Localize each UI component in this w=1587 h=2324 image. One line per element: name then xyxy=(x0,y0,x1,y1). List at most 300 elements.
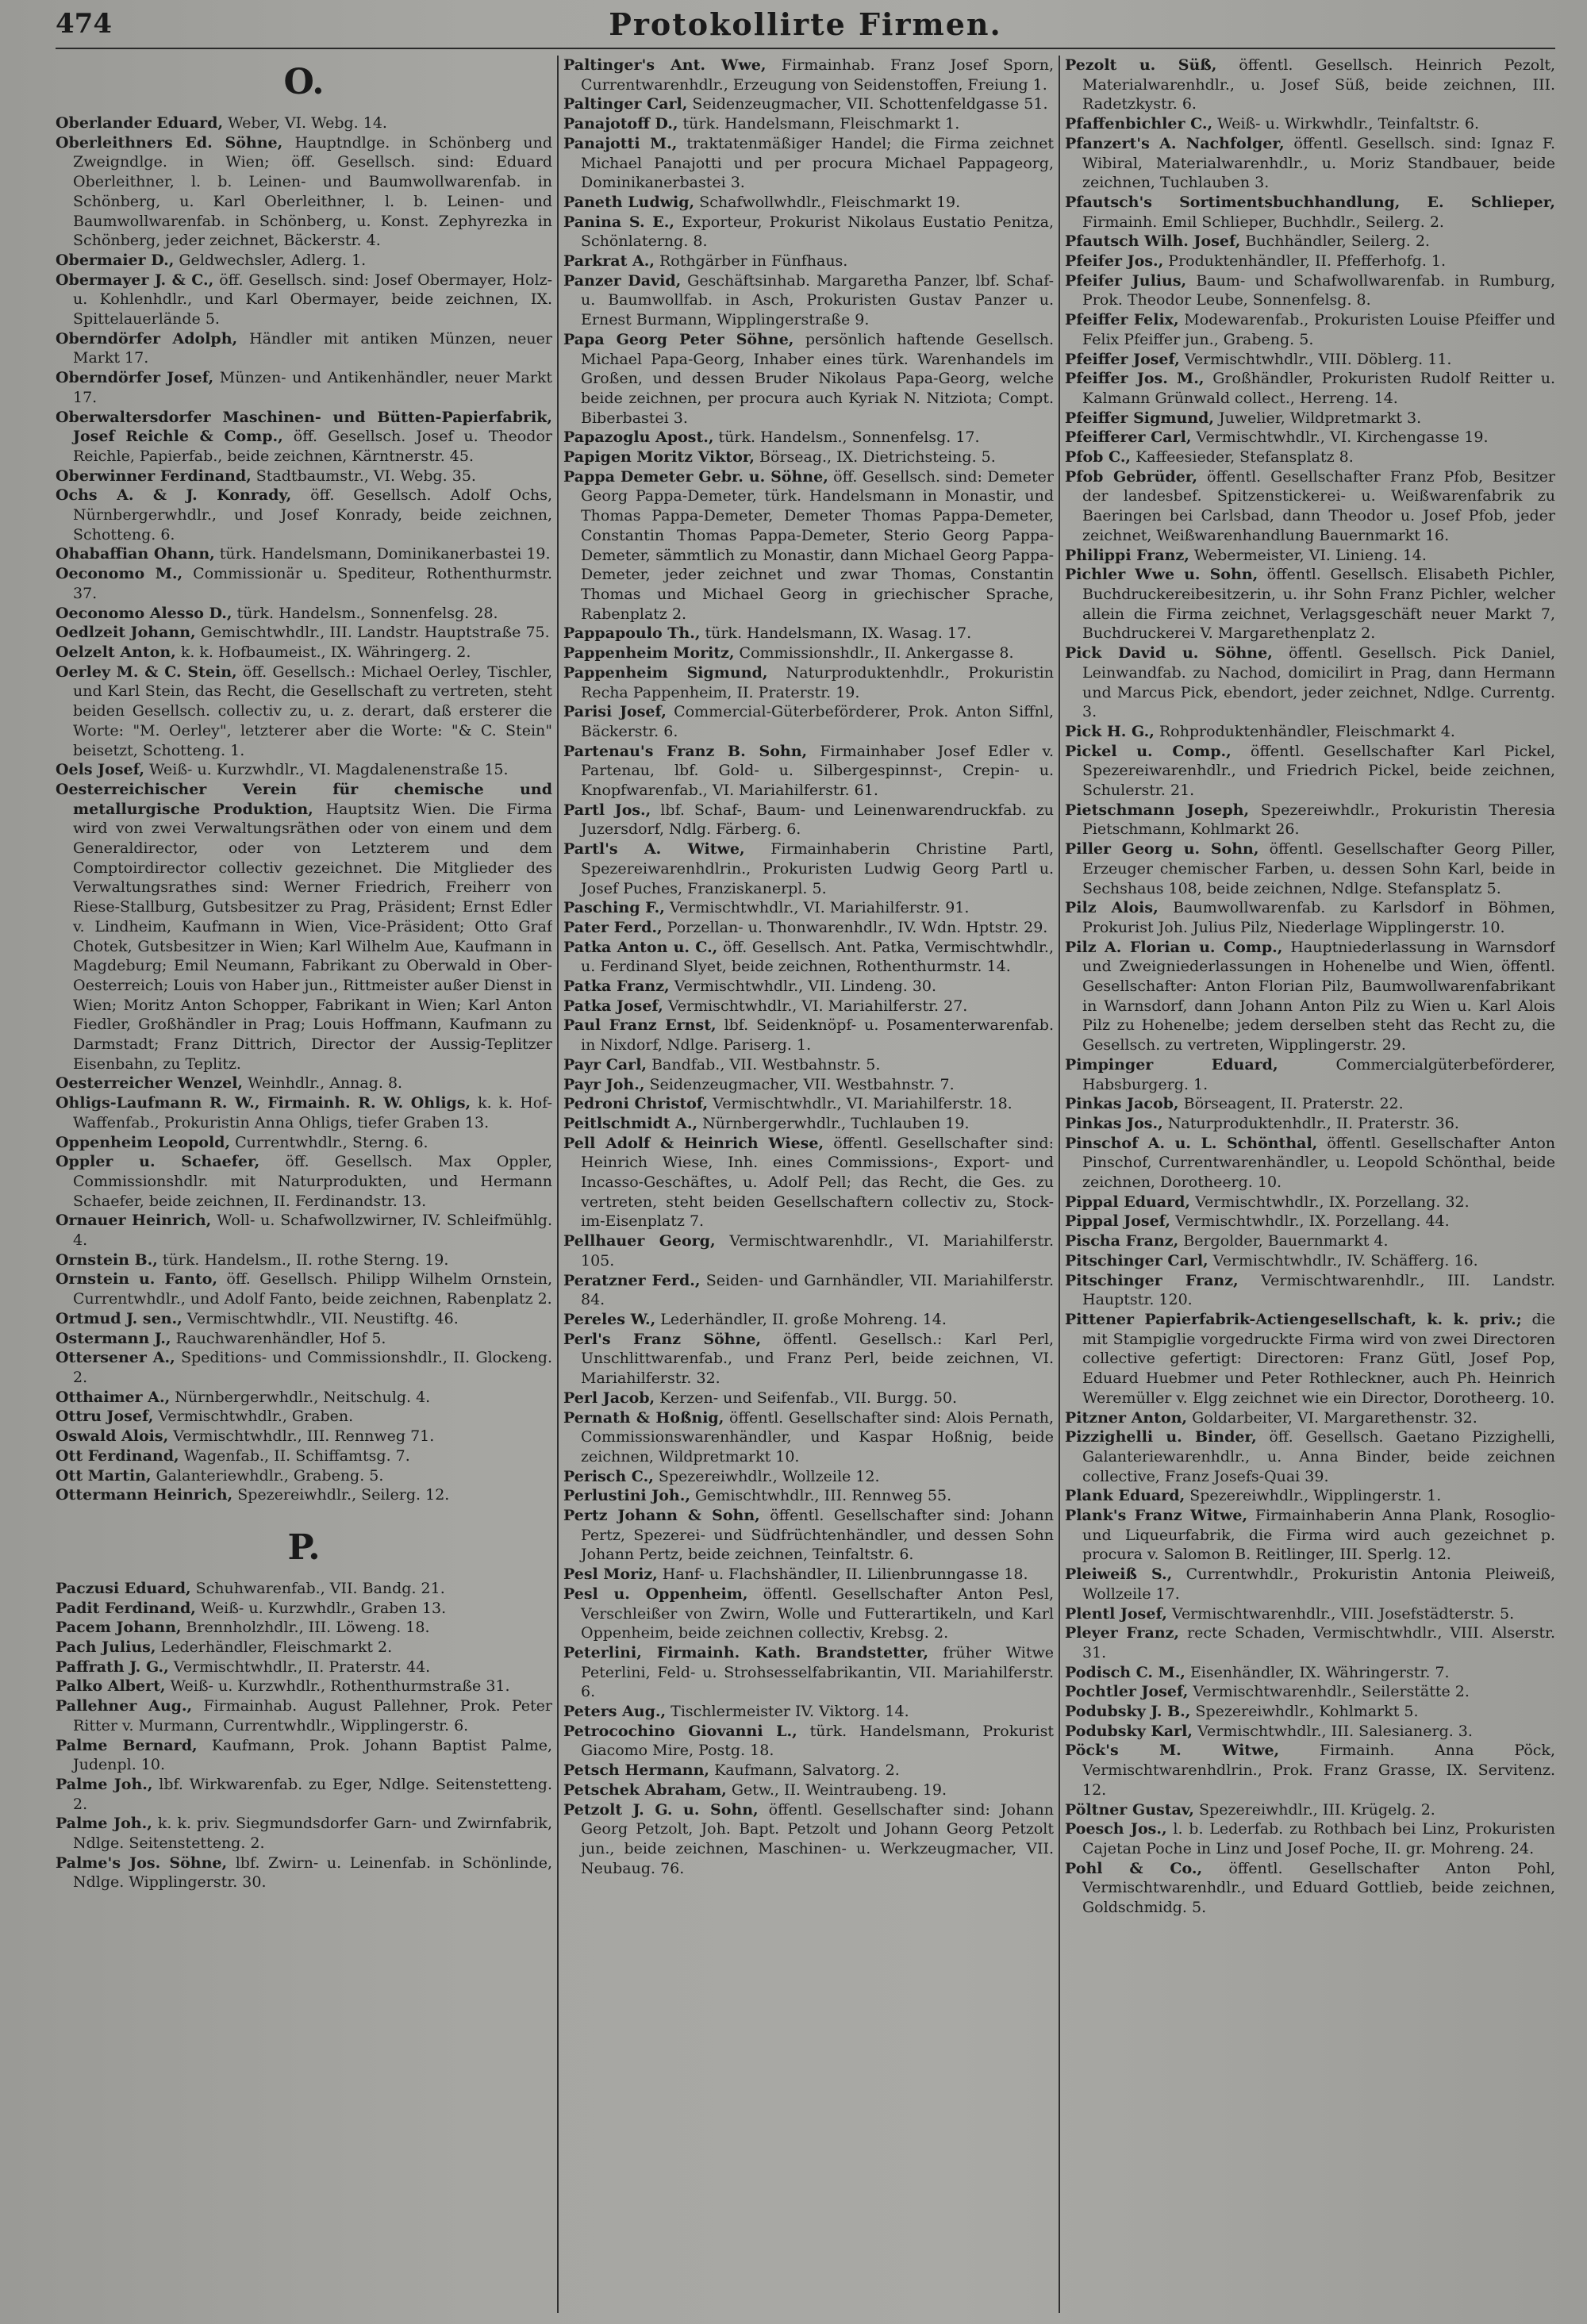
firm-name: Ohligs-Laufmann R. W., Firmainh. R. W. Ohligs, xyxy=(56,1094,471,1112)
firm-name: Oerley M. & C. Stein, xyxy=(56,663,237,681)
firm-name: Ochs A. & J. Konrady, xyxy=(56,486,292,505)
firm-details: Stadtbaumstr., VI. Webg. 35. xyxy=(251,467,476,485)
firm-entry xyxy=(56,760,552,780)
column-2 xyxy=(557,56,1054,2313)
firm-name: Palme Bernard, xyxy=(56,1736,198,1754)
firm-details: Vermischtwarenhdlr., VIII. Josefstädterstr. 5. xyxy=(1166,1604,1515,1623)
firm-details: Nürnbergerwhdlr., Tuchlauben 19. xyxy=(697,1114,970,1132)
firm-name: Plank's Franz Witwe, xyxy=(1065,1507,1248,1525)
firm-entry xyxy=(56,329,552,368)
firm-name: Petsch Hermann, xyxy=(563,1761,710,1780)
firm-entry xyxy=(1065,1859,1555,1918)
firm-details: Buchhändler, Seilerg. 2. xyxy=(1240,232,1430,251)
firm-entry xyxy=(1065,546,1555,566)
firm-details: öffentl. Gesellschafter sind: Johann Pertz, Spezerei- und Südfrüchtenhändler, und dessen Sohn Johann Pertz, beide zeichnen, Teinfaltstr. 6. xyxy=(581,1507,1054,1564)
firm-name: Pacem Johann, xyxy=(56,1619,182,1637)
firm-entry xyxy=(563,977,1054,997)
firm-name: Ott Ferdinand, xyxy=(56,1446,179,1465)
firm-details: Vermischtwhdlr., VI. Mariahilferstr. 91. xyxy=(664,899,970,917)
firm-name: Obermayer J. & C., xyxy=(56,271,214,289)
firm-name: Paul Franz Ernst, xyxy=(563,1016,717,1035)
firm-entry xyxy=(1065,1427,1555,1486)
firm-details: türk. Handelsm., Sonnenfelsg. 17. xyxy=(713,428,980,447)
firm-entry xyxy=(1065,1565,1555,1604)
firm-details: Vermischtwhdlr., VII. Neustiftg. 46. xyxy=(182,1309,459,1327)
firm-name: Philippi Franz, xyxy=(1065,546,1189,564)
firm-details: Wagenfab., II. Schiffamtsg. 7. xyxy=(179,1446,410,1465)
firm-entry xyxy=(563,1565,1054,1585)
firm-name: Pfeifer Jos., xyxy=(1065,252,1164,271)
section-heading-o: O. xyxy=(283,62,325,102)
firm-name: Peratzner Ferd., xyxy=(563,1271,701,1289)
firm-entry xyxy=(563,1330,1054,1389)
firm-name: Ottru Josef, xyxy=(56,1408,154,1426)
firm-name: Pochtler Josef, xyxy=(1065,1683,1189,1701)
firm-entry xyxy=(56,251,552,271)
firm-name: Pellhauer Georg, xyxy=(563,1232,716,1250)
firm-details: Börseag., IX. Dietrichsteing. 5. xyxy=(755,448,996,467)
firm-details: Brennholzhdlr., III. Löweng. 18. xyxy=(181,1619,430,1637)
firm-entry xyxy=(563,1310,1054,1330)
firm-entry xyxy=(1065,1408,1555,1428)
firm-entry xyxy=(563,1271,1054,1310)
firm-name: Pappenheim Moritz, xyxy=(563,644,735,663)
firm-name: Pinkas Jacob, xyxy=(1065,1095,1179,1113)
firm-details: Händler mit antiken Münzen, neuer Markt 17. xyxy=(73,329,552,367)
firm-details: Vermischtwarenhdlr., VI. Mariahilferstr. 105. xyxy=(581,1232,1054,1270)
firm-entry xyxy=(1065,1055,1555,1094)
firm-name: Ornauer Heinrich, xyxy=(56,1212,212,1230)
firm-entry xyxy=(1065,350,1555,370)
firm-name: Pernath & Hoßnig, xyxy=(563,1408,724,1427)
firm-details: öffentl. Gesellschafter sind: Johann Georg Petzolt, Joh. Bapt. Petzolt und Johann Georg Petzolt jun., beide zeichnen, Maschinen- u. Werkzeugmacher, VII. Neubaug. 76. xyxy=(581,1800,1054,1877)
firm-name: Pappenheim Sigmund, xyxy=(563,663,768,682)
firm-entry xyxy=(563,938,1054,977)
firm-name: Oswald Alois, xyxy=(56,1427,169,1446)
firm-name: Oedlzeit Johann, xyxy=(56,624,196,642)
firm-details: Weiß- u. Kurzwhdlr., Rothenthurmstraße 31. xyxy=(165,1677,510,1696)
firm-details: Vermischtwhdlr., II. Praterstr. 44. xyxy=(168,1658,431,1676)
firm-entry xyxy=(56,1250,552,1270)
firm-entry xyxy=(56,1485,552,1505)
firm-details: Spezereiwhdlr., Wollzeile 12. xyxy=(653,1467,880,1485)
firm-name: Partenau's Franz B. Sohn, xyxy=(563,742,808,760)
firm-details: Gemischtwhdlr., III. Landstr. Hauptstraße 75. xyxy=(195,624,550,642)
firm-entry xyxy=(1065,409,1555,428)
firm-details: Seidenzeugmacher, VII. Schottenfeldgasse 51. xyxy=(687,95,1048,113)
firm-entry xyxy=(56,1618,552,1638)
firm-details: Lederhändler, Fleischmarkt 2. xyxy=(156,1638,393,1657)
firm-entry xyxy=(1065,56,1555,114)
firm-name: Pezolt u. Süß, xyxy=(1065,56,1217,74)
firm-name: Pfaffenbichler C., xyxy=(1065,115,1213,133)
firm-details: Commercialgüterbeförderer, Habsburgerg. 1. xyxy=(1082,1055,1555,1093)
firm-name: Pallehner Aug., xyxy=(56,1697,193,1715)
firm-entry xyxy=(56,1814,552,1853)
firm-details: Vermischtwarenhdlr., III. Landstr. Hauptstr. 120. xyxy=(1082,1271,1555,1309)
firm-entry xyxy=(1065,1819,1555,1858)
firm-entry xyxy=(1065,1486,1555,1506)
firm-entry xyxy=(563,330,1054,428)
firm-details: öffentl. Gesellsch. sind: Ignaz F. Wibiral, Materialwarenhdlr., u. Moriz Standbauer, beide zeichnen, Tuchlauben 3. xyxy=(1082,134,1555,192)
firm-details: Firmainh. Emil Schlieper, Buchhdlr., Seilerg. 2. xyxy=(1082,213,1444,231)
column-1 xyxy=(56,56,552,2313)
firm-entry xyxy=(1065,898,1555,937)
firm-entry xyxy=(56,113,552,133)
firm-entry xyxy=(56,1446,552,1466)
firm-details: persönlich haftende Gesellsch. Michael Papa-Georg, Inhaber eines türk. Warenhandels im Großen, und dessen Bruder Nikolaus Papa-Georg, welche beide zeichnen, per procura auch Kyriak N. Nitziota; Compt. Biberbastei 3. xyxy=(581,330,1054,427)
firm-details: öffentl. Gesellschafter Karl Pickel, Spezereiwarenhdlr., und Friedrich Pickel, beide zeichnen, Schulerstr. 21. xyxy=(1082,742,1555,800)
firm-details: Geschäftsinhab. Margaretha Panzer, lbf. Schaf- u. Baumwollfab. in Asch, Prokuristen Gustav Panzer u. Ernest Burmann, Wipplingerstraße 9. xyxy=(581,271,1054,329)
firm-name: Piller Georg u. Sohn, xyxy=(1065,840,1259,859)
firm-details: l. b. Lederfab. zu Rothbach bei Linz, Prokuristen Cajetan Poche in Linz und Josef Poche, II. gr. Mohreng. 24. xyxy=(1082,1820,1555,1857)
firm-details: Weber, VI. Webg. 14. xyxy=(223,114,387,132)
firm-name: Pasching F., xyxy=(563,899,665,917)
firm-details: Spezereiwhdlr., III. Krügelg. 2. xyxy=(1193,1800,1435,1819)
firm-entry xyxy=(1065,801,1555,839)
firm-details: Schuhwarenfab., VII. Bandg. 21. xyxy=(190,1579,445,1597)
firm-name: Pfeifer Julius, xyxy=(1065,271,1187,290)
firm-details: recte Schaden, Vermischtwhdlr., VIII. Alserstr. 31. xyxy=(1082,1624,1555,1661)
firm-entry xyxy=(563,702,1054,741)
firm-details: k. k. Hof-Waffenfab., Prokuristin Anna Ohligs, tiefer Graben 13. xyxy=(73,1094,552,1131)
firm-entry xyxy=(563,428,1054,448)
entries-p-start xyxy=(56,1579,552,1892)
firm-details: Currentwhdlr., Prokuristin Antonia Pleiweiß, Wollzeile 17. xyxy=(1082,1565,1555,1603)
firm-entry xyxy=(1065,1702,1555,1722)
firm-entry xyxy=(56,368,552,407)
firm-entry xyxy=(56,1270,552,1308)
firm-details: Vermischtwhdlr., IV. Schäfferg. 16. xyxy=(1208,1251,1478,1270)
firm-details: öff. Gesellsch. Adolf Ochs, Nürnbergerwhdlr., und Josef Konrady, beide zeichnen, Schotteng. 6. xyxy=(73,486,552,544)
firm-name: Paffrath J. G., xyxy=(56,1658,169,1676)
firm-entry xyxy=(563,839,1054,898)
firm-name: Oberleithners Ed. Söhne, xyxy=(56,133,283,152)
firm-name: Pertz Johann & Sohn, xyxy=(563,1507,760,1525)
firm-name: Oesterreichischer Verein für chemische und metallurgische Produktion, xyxy=(56,780,552,818)
firm-entry xyxy=(1065,467,1555,546)
firm-details: Firmainhaberin Anna Plank, Rosoglio- und Liqueurfabrik, die Firma wird auch gezeichnet p. procura v. Salomon B. Reitlinger, III. Sperlg. 12. xyxy=(1082,1507,1555,1564)
firm-entry xyxy=(563,1408,1054,1467)
firm-details: Firmainhab. August Pallehner, Prok. Peter Ritter v. Murmann, Currentwhdlr., Wipplingerstr. 6. xyxy=(73,1697,552,1734)
firm-details: Firmainh. Anna Pöck, Vermischtwarenhdlrin., Prok. Franz Grasse, IX. Servitenz. 12. xyxy=(1082,1742,1555,1799)
firm-name: Palme's Jos. Söhne, xyxy=(56,1853,228,1872)
firm-details: Weiß- u. Wirkwhdlr., Teinfaltstr. 6. xyxy=(1212,115,1480,133)
firm-entry xyxy=(56,643,552,663)
firm-name: Ottersener A., xyxy=(56,1349,175,1367)
firm-entry xyxy=(563,1486,1054,1506)
firm-details: öffentl. Gesellschafter Anton Pohl, Vermischtwarenhdlr., und Eduard Gottlieb, beide zeichnen, Goldschmidg. 5. xyxy=(1082,1859,1555,1917)
firm-name: Podubsky Karl, xyxy=(1065,1722,1193,1740)
firm-details: Vermischtwhdlr., IX. Porzellang. 44. xyxy=(1170,1212,1450,1231)
firm-details: Hauptsitz Wien. Die Firma wird von zwei Verwaltungsräthen oder von einem und dem Generaldirector, oder von Letzterem und dem Comptoirdirector collectiv gezeichnet. Die Mitglieder des Verwaltungsrathes sind: Werner Friedrich, Freiherr von Riese-Stallburg, Gutsbesitzer zu Prag, Präsident; Ernst Edler v. Lindheim, Kaufmann in Wien, Vice-Präsident; Otto Graf Chotek, Gutsbesitzer in Wien; Karl Wilhelm Aue, Kaufmann in Magdeburg; Emil Neumann, Fabrikant zu Oberwald in Ober-Oesterreich; Louis von Haber jun., Rittmeister außer Dienst in Wien; Moritz Anton Schopper, Fabrikant in Wien; Karl Anton Fiedler, Großhändler in Prag; Louis Hoffmann, Kaufmann zu Darmstadt; Franz Dittrich, Director der Aussig-Teplitzer Eisenbahn, zu Teplitz. xyxy=(73,800,552,1073)
firm-name: Papazoglu Apost., xyxy=(563,428,714,447)
firm-entry xyxy=(1065,1506,1555,1565)
firm-name: Petrocochino Giovanni L., xyxy=(563,1722,797,1740)
firm-details: Juwelier, Wildpretmarkt 3. xyxy=(1213,409,1422,427)
firm-details: Commercial-Güterbeförderer, Prok. Anton Siffnl, Bäckerstr. 6. xyxy=(581,703,1054,740)
firm-entry xyxy=(56,133,552,251)
firm-entry xyxy=(1065,1682,1555,1702)
firm-name: Parkrat A., xyxy=(563,252,655,271)
firm-entry xyxy=(563,1114,1054,1134)
firm-name: Palme Joh., xyxy=(56,1815,152,1833)
firm-details: öffentl. Gesellschafter sind: Alois Pernath, Commissionswarenhändler, und Kaspar Hoßnig, beide zeichnen, Wildpretmarkt 10. xyxy=(581,1408,1054,1465)
firm-details: Getw., II. Weintraubeng. 19. xyxy=(726,1780,947,1799)
firm-details: Spezereiwhdlr., Wipplingerstr. 1. xyxy=(1185,1487,1442,1505)
firm-entry xyxy=(1065,114,1555,134)
firm-entry xyxy=(1065,232,1555,252)
firm-details: k. k. priv. Siegmundsdorfer Garn- und Zwirnfabrik, Ndlge. Seitenstetteng. 2. xyxy=(73,1815,552,1853)
page-header xyxy=(56,0,1555,49)
firm-details: Rauchwarenhändler, Hof 5. xyxy=(171,1329,386,1347)
firm-details: Lederhändler, II. große Mohreng. 14. xyxy=(655,1311,947,1328)
firm-name: Paneth Ludwig, xyxy=(563,193,695,211)
firm-name: Oberndörfer Josef, xyxy=(56,369,214,387)
firm-entry xyxy=(1065,1271,1555,1310)
firm-name: Petzolt J. G. u. Sohn, xyxy=(563,1800,759,1819)
firm-name: Oberlander Eduard, xyxy=(56,114,224,132)
firm-details: Commissionär u. Spediteur, Rothenthurmstr. 37. xyxy=(73,565,552,602)
firm-name: Oeconomo Alesso D., xyxy=(56,604,232,622)
firm-name: Perlustini Joh., xyxy=(563,1487,690,1505)
firm-name: Pinkas Jos., xyxy=(1065,1114,1163,1132)
firm-details: Tischlermeister IV. Viktorg. 14. xyxy=(666,1703,909,1721)
firm-entry xyxy=(56,1348,552,1387)
firm-details: Naturproduktenhdlr., Prokuristin Recha Pappenheim, II. Praterstr. 19. xyxy=(581,663,1054,701)
firm-details: öffentl. Gesellschafter sind: Heinrich Wiese, Inh. eines Commissions-, Export- und Incasso-Geschäftes, u. Adolf Pell; das Recht, die Ges. zu vertreten, steht beiden Gesellschaftern collectiv zu, Stock-im-Eisenplatz 7. xyxy=(581,1134,1054,1231)
firm-details: Porzellan- u. Thonwarenhdlr., IV. Wdn. Hptstr. 29. xyxy=(662,918,1048,936)
firm-entry xyxy=(563,193,1054,213)
firm-details: Vermischtwhdlr., IX. Porzellang. 32. xyxy=(1190,1193,1470,1211)
firm-name: Pfeifferer Carl, xyxy=(1065,428,1192,447)
firm-name: Oberwaltersdorfer Maschinen- und Bütten-Papierfabrik, Josef Reichle & Comp., xyxy=(56,408,552,446)
firm-details: Vermischtwhdlr., VII. Lindeng. 30. xyxy=(669,978,937,996)
firm-name: Pfob C., xyxy=(1065,448,1132,467)
firm-entry xyxy=(563,1643,1054,1702)
firm-details: Naturproduktenhdlr., II. Praterstr. 36. xyxy=(1162,1114,1459,1132)
firm-details: Weiß- u. Kurzwhdlr., Graben 13. xyxy=(195,1599,447,1617)
firm-details: Vermischtwhdlr., III. Rennweg 71. xyxy=(168,1427,435,1446)
firm-entry xyxy=(1065,1193,1555,1212)
firm-details: Hauptndlge. in Schönberg und Zweigndlge. in Wien; öff. Gesellsch. sind: Eduard Oberleithner, l. b. Leinen- und Baumwollwarenfab. in Schönberg, u. Karl Oberleithner, l. b. Leinen- und Baumwollwarenfab. in Schönberg, u. Konst. Zephyrezka in Schönberg, jeder zeichnet, Bäckerstr. 4. xyxy=(73,133,552,250)
firm-name: Oberndörfer Adolph, xyxy=(56,329,238,348)
firm-details: öff. Gesellsch.: Michael Oerley, Tischler, und Karl Stein, das Recht, die Gesellschaft zu vertreten, steht beiden Gesellsch. collectiv zu, u. z. derart, daß ersterer die Worte: "M. Oerley", letzterer aber die Worte: "& C. Stein" beisetzt, Schotteng. 1. xyxy=(73,663,552,759)
firm-details: Baumwollwarenfab. zu Karlsdorf in Böhmen, Prokurist Joh. Julius Pilz, Niederlage Wipplingerstr. 10. xyxy=(1082,899,1555,936)
firm-name: Pöltner Gustav, xyxy=(1065,1800,1194,1819)
firm-entry xyxy=(1065,310,1555,349)
firm-entry xyxy=(56,1388,552,1408)
firm-entry xyxy=(1065,448,1555,467)
firm-name: Pitzner Anton, xyxy=(1065,1408,1188,1427)
firm-details: öffentl. Gesellsch. Heinrich Pezolt, Materialwarenhdlr., u. Josef Süß, beide zeichnen, III. Radetzkystr. 6. xyxy=(1082,56,1555,113)
firm-entry xyxy=(563,742,1054,801)
firm-details: traktatenmäßiger Handel; die Firma zeichnet Michael Panajotti und per procura Michael Pappageorg, Dominikanerbastei 3. xyxy=(581,134,1054,192)
firm-details: öff. Gesellsch. Philipp Wilhelm Ornstein, Currentwhdlr., und Adolf Fanto, beide zeichnen, Rabenplatz 2. xyxy=(73,1270,552,1308)
firm-name: Ornstein u. Fanto, xyxy=(56,1270,218,1289)
firm-name: Pippal Josef, xyxy=(1065,1212,1171,1231)
firm-entry xyxy=(1065,1134,1555,1193)
firm-details: öff. Gesellsch. Max Oppler, Commissionshdlr. mit Naturprodukten, und Hermann Schaefer, beide zeichnen, II. Ferdinandstr. 13. xyxy=(73,1153,552,1210)
firm-entry xyxy=(1065,1251,1555,1271)
firm-entry xyxy=(56,1329,552,1349)
firm-entry xyxy=(563,643,1054,663)
firm-name: Pereles W., xyxy=(563,1311,656,1328)
firm-name: Peterlini, Firmainh. Kath. Brandstetter, xyxy=(563,1643,929,1661)
firm-details: Gemischtwhdlr., III. Rennweg 55. xyxy=(690,1487,952,1505)
firm-name: Plentl Josef, xyxy=(1065,1604,1167,1623)
firm-name: Oeconomo M., xyxy=(56,565,183,583)
firm-details: Vermischtwhdlr., VIII. Döblerg. 11. xyxy=(1179,350,1452,368)
firm-entry xyxy=(56,1309,552,1329)
firm-name: Pimpinger Eduard, xyxy=(1065,1055,1278,1074)
firm-name: Oberwinner Ferdinand, xyxy=(56,467,252,485)
firm-entry xyxy=(563,1506,1054,1565)
firm-entry xyxy=(563,801,1054,839)
firm-name: Petschek Abraham, xyxy=(563,1780,727,1799)
firm-entry xyxy=(563,1094,1054,1114)
firm-entry xyxy=(56,623,552,643)
firm-details: Seiden- und Garnhändler, VII. Mariahilferstr. 84. xyxy=(581,1271,1054,1309)
firm-name: Panajotoff D., xyxy=(563,115,678,133)
text-columns xyxy=(56,56,1555,2313)
firm-entry xyxy=(563,213,1054,252)
firm-name: Pleyer Franz, xyxy=(1065,1624,1180,1642)
firm-entry xyxy=(1065,722,1555,742)
firm-name: Pischa Franz, xyxy=(1065,1232,1179,1250)
firm-name: Payr Carl, xyxy=(563,1055,647,1074)
firm-entry xyxy=(56,544,552,564)
firm-name: Ottermann Heinrich, xyxy=(56,1486,233,1504)
firm-entry xyxy=(563,1016,1054,1054)
firm-details: Modewarenfab., Prokuristen Louise Pfeiffer und Felix Pfeiffer jun., Grabeng. 5. xyxy=(1082,311,1555,348)
firm-entry xyxy=(56,467,552,486)
firm-name: Podubsky J. B., xyxy=(1065,1703,1191,1721)
firm-details: Nürnbergerwhdlr., Neitschulg. 4. xyxy=(170,1388,431,1406)
firm-name: Pesl u. Oppenheim, xyxy=(563,1585,748,1603)
firm-name: Pfeiffer Jos. M., xyxy=(1065,370,1205,388)
firm-details: Hauptniederlassung in Warnsdorf und Zweigniederlassungen in Hohenelbe und Wien, öffentl. Gesellschafter: Anton Florian Pilz, Baumwollwarenfabrikant in Warnsdorf, dann Johann Anton Pilz zu Wien u. Karl Alois Pilz zu Hohenelbe; jedem derselben steht das Recht zu, die Gesellsch. zu vertreten, Wipplingerstr. 29. xyxy=(1082,938,1555,1054)
firm-details: Vermischtwhdlr., Graben. xyxy=(153,1408,354,1426)
firm-entry xyxy=(563,1075,1054,1095)
firm-details: lbf. Schaf-, Baum- und Leinenwarendruckfab. zu Juzersdorf, Ndlg. Färberg. 6. xyxy=(581,801,1054,839)
firm-entry xyxy=(1065,428,1555,448)
firm-entry xyxy=(56,1152,552,1211)
firm-entry xyxy=(563,1231,1054,1270)
firm-entry xyxy=(1065,938,1555,1055)
firm-entry xyxy=(563,1722,1054,1761)
firm-name: Ott Martin, xyxy=(56,1466,152,1485)
firm-name: Panajotti M., xyxy=(563,134,678,152)
firm-entry xyxy=(56,663,552,761)
firm-details: Firmainhaberin Christine Partl, Spezereiwarenhdlrin., Prokuristen Ludwig Georg Partl u. Josef Puches, Franziskanerpl. 5. xyxy=(581,840,1054,897)
firm-details: Kerzen- und Seifenfab., VII. Burgg. 50. xyxy=(655,1389,958,1407)
firm-details: Baum- und Schafwollwarenfab. in Rumburg, Prok. Theodor Leube, Sonnenfelsg. 8. xyxy=(1082,271,1555,309)
firm-name: Pichler Wwe u. Sohn, xyxy=(1065,566,1258,584)
firm-entry xyxy=(1065,193,1555,232)
firm-entry xyxy=(563,448,1054,467)
firm-details: Börseagent, II. Praterstr. 22. xyxy=(1178,1095,1404,1113)
firm-name: Pinschof A. u. L. Schönthal, xyxy=(1065,1134,1318,1152)
firm-details: Vermischtwarenhdlr., Seilerstätte 2. xyxy=(1188,1683,1470,1701)
firm-details: öffentl. Gesellsch. Pick Daniel, Leinwandfab. zu Nachod, domicilirt in Prag, dann Hermann und Marcus Pick, ebendort, jeder zeichnet, Ndlge. Currentg. 3. xyxy=(1082,644,1555,721)
firm-details: lbf. Zwirn- u. Leinenfab. in Schönlinde, Ndlge. Wipplingerstr. 30. xyxy=(73,1853,552,1892)
firm-name: Pöck's M. Witwe, xyxy=(1065,1742,1280,1760)
firm-entry xyxy=(563,252,1054,271)
firm-name: Oppler u. Schaefer, xyxy=(56,1153,260,1171)
firm-name: Palko Albert, xyxy=(56,1677,166,1696)
firm-name: Oels Josef, xyxy=(56,761,144,779)
firm-entry xyxy=(1065,1722,1555,1742)
firm-details: Vermischtwhdlr., VI. Mariahilferstr. 18. xyxy=(708,1095,1013,1113)
firm-details: öffentl. Gesellschafter Anton Pinschof, Currentwarenhändler, u. Leopold Schönthal, beide zeichnen, Dorotheerg. 10. xyxy=(1082,1134,1555,1192)
firm-details: Bergolder, Bauernmarkt 4. xyxy=(1178,1232,1389,1250)
firm-details: Currentwhdlr., Sterng. 6. xyxy=(230,1133,428,1151)
firm-entry xyxy=(56,1211,552,1250)
firm-name: Pfeiffer Josef, xyxy=(1065,350,1180,368)
firm-name: Pittener Papierfabrik-Actiengesellschaft, k. k. priv.; xyxy=(1065,1311,1522,1328)
firm-name: Pohl & Co., xyxy=(1065,1859,1203,1877)
firm-entry xyxy=(56,780,552,1074)
firm-entry xyxy=(1065,1800,1555,1820)
firm-details: türk. Handelsm., II. rothe Sterng. 19. xyxy=(157,1250,449,1269)
firm-name: Pach Julius, xyxy=(56,1638,156,1657)
firm-name: Patka Josef, xyxy=(563,997,663,1015)
firm-entry xyxy=(56,564,552,603)
firm-entry xyxy=(563,663,1054,702)
firm-name: Papigen Moritz Viktor, xyxy=(563,448,755,467)
firm-entry xyxy=(1065,1212,1555,1231)
firm-entry xyxy=(563,94,1054,114)
firm-name: Perl's Franz Söhne, xyxy=(563,1330,762,1348)
firm-entry xyxy=(1065,271,1555,310)
firm-details: Weiß- u. Kurzwhdlr., VI. Magdalenenstraße 15. xyxy=(144,761,509,779)
firm-entry xyxy=(56,1466,552,1486)
firm-name: Paczusi Eduard, xyxy=(56,1579,191,1597)
firm-name: Ostermann J., xyxy=(56,1329,171,1347)
firm-name: Plank Eduard, xyxy=(1065,1487,1185,1505)
firm-name: Pesl Moriz, xyxy=(563,1565,658,1584)
firm-details: Vermischtwhdlr., VI. Mariahilferstr. 27. xyxy=(663,997,968,1015)
firm-entry xyxy=(563,1055,1054,1075)
firm-name: Pfob Gebrüder, xyxy=(1065,467,1198,486)
firm-entry xyxy=(56,486,552,544)
firm-entry xyxy=(1065,1623,1555,1662)
firm-entry xyxy=(1065,369,1555,408)
firm-name: Poesch Jos., xyxy=(1065,1820,1167,1838)
firm-entry xyxy=(56,1074,552,1093)
firm-details: Speditions- und Commissionshdlr., II. Glockeng. 2. xyxy=(73,1349,552,1386)
firm-entry xyxy=(563,624,1054,643)
firm-entry xyxy=(56,1427,552,1446)
column-3 xyxy=(1059,56,1555,2313)
firm-entry xyxy=(56,1133,552,1153)
firm-name: Pfautsch's Sortimentsbuchhandlung, E. Schlieper, xyxy=(1065,193,1555,211)
firm-details: k. k. Hofbaumeist., IX. Währingerg. 2. xyxy=(175,643,471,661)
firm-name: Pleiweiß S., xyxy=(1065,1565,1173,1584)
firm-details: Woll- u. Schafwollzwirner, IV. Schleifmühlg. 4. xyxy=(73,1212,552,1250)
firm-name: Palme Joh., xyxy=(56,1775,153,1793)
firm-entry xyxy=(56,271,552,329)
firm-entry xyxy=(563,1585,1054,1643)
firm-name: Ortmud J. sen., xyxy=(56,1309,183,1327)
firm-name: Podisch C. M., xyxy=(1065,1663,1185,1681)
firm-name: Pappapoulo Th., xyxy=(563,624,701,643)
firm-name: Patka Anton u. C., xyxy=(563,938,718,956)
firm-details: die mit Stampiglie vorgedruckte Firma wird von zwei Directoren collective gefertigt: Directoren: Franz Gütl, Josef Pop, Eduard Huebmer und Peter Rothleckner, auch Ph. Heinrich Weremüller v. Elgg zeichnet wie ein Director, Dorotheerg. 10. xyxy=(1082,1311,1555,1407)
firm-entry xyxy=(1065,1114,1555,1134)
firm-name: Pfeiffer Sigmund, xyxy=(1065,409,1214,427)
